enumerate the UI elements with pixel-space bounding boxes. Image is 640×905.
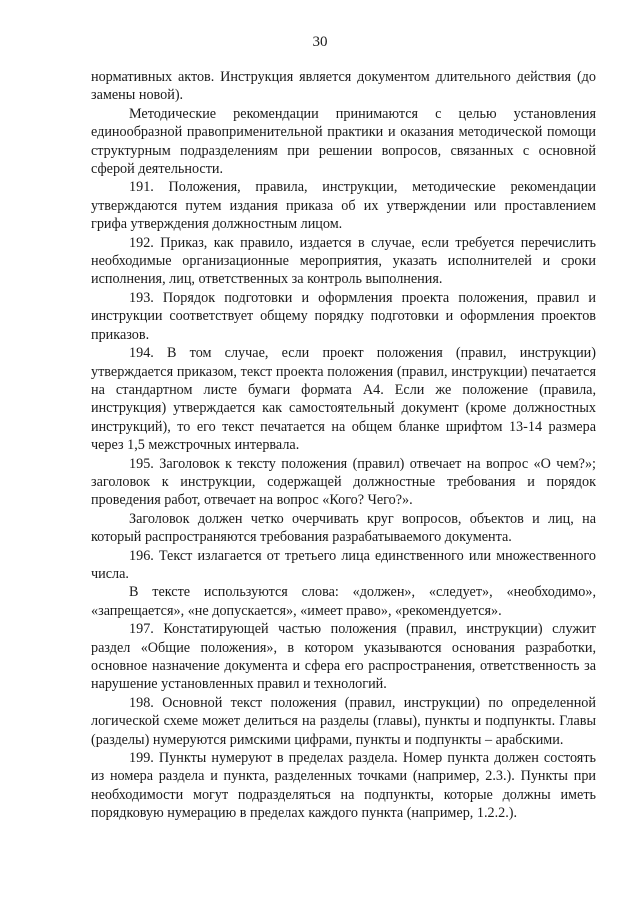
- page-number: 30: [312, 34, 328, 50]
- paragraph-methodical-recommendations: Методические рекомендации принимаются с целью установления единообразной правоприменительной практики и оказания методической помощи структурным подразделениям при решении вопросов, связанных с основной сферой деятельности.: [91, 105, 596, 178]
- paragraph-197: 197. Констатирующей частью положения (правил, инструкции) служит раздел «Общие положения», в котором указываются основания разработки, основное назначение документа и сфера его распространения, ответственность за нарушение установленных правил и технологий.: [91, 621, 596, 693]
- paragraph-191: 191. Положения, правила, инструкции, методические рекомендации утверждаются путем издания приказа об их утверждении или проставлением грифа утверждения должностным лицом.: [91, 179, 596, 233]
- paragraph-198: 198. Основной текст положения (правил, инструкции) по определенной логической схеме может делиться на разделы (главы), пункты и подпункты. Главы (разделы) нумеруются римскими цифрами, пункты и подпункты – арабскими.: [91, 694, 596, 748]
- document-body: [91, 68, 596, 823]
- paragraph-196: 196. Текст излагается от третьего лица единственного или множественного числа.: [91, 547, 596, 582]
- paragraph-heading-scope: Заголовок должен четко очерчивать круг вопросов, объектов и лиц, на который распространяются требования разрабатываемого документа.: [91, 510, 596, 546]
- paragraph-192: 192. Приказ, как правило, издается в случае, если требуется перечислить необходимые организационные мероприятия, указать исполнителей и сроки исполнения, лиц, ответственных за контроль выполнения.: [91, 234, 596, 288]
- paragraph-words-used: В тексте используются слова: «должен», «следует», «необходимо», «запрещается», «не допускается», «имеет право», «рекомендуется».: [91, 584, 596, 619]
- paragraph-194: 194. В том случае, если проект положения (правил, инструкции) утверждается приказом, текст проекта положения (правил, инструкции) печатается на стандартном листе бумаги формата А4. Если же положение (правила, инструкция) утверждается как самостоятельный документ (кроме должностных инструкций), то его текст печатается на общем бланке шрифтом 13-14 размера через 1,5 межстрочных интервала.: [91, 345, 596, 454]
- paragraph-continuation: нормативных актов. Инструкция является документом длительного действия (до замены новой).: [91, 69, 596, 104]
- paragraph-199: 199. Пункты нумеруют в пределах раздела. Номер пункта должен состоять из номера раздела и пункта, разделенных точками (например, 2.3.). Пункты при необходимости могут подразделяться на подпункты, которые должны иметь порядковую нумерацию в пределах каждого пункта (например, 1.2.2.).: [91, 750, 596, 822]
- paragraph-193: 193. Порядок подготовки и оформления проекта положения, правил и инструкции соответствует общему порядку подготовки и оформления проектов приказов.: [91, 289, 596, 343]
- paragraph-195: 195. Заголовок к тексту положения (правил) отвечает на вопрос «О чем?»; заголовок к инструкции, содержащей должностные требования и порядок проведения работ, отвечает на вопрос «Кого? Чего?».: [91, 455, 596, 509]
